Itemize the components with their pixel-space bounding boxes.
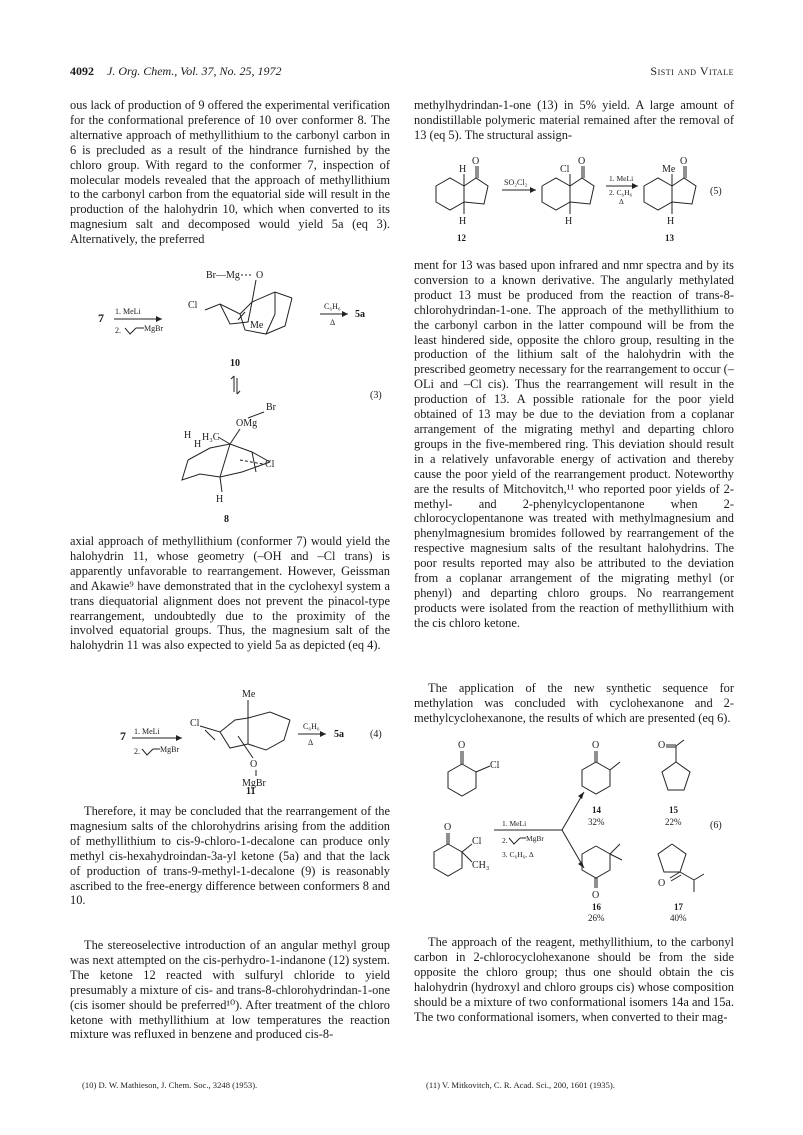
footnote-10: (10) D. W. Mathieson, J. Chem. Soc., 3248 (1953).: [82, 1080, 258, 1090]
eq5-12-h-bottom: H: [459, 216, 467, 227]
eq3-delta: Δ: [330, 318, 336, 327]
eq3-h-atom: H: [184, 430, 192, 441]
eq3-br-atom: Br: [266, 402, 276, 413]
eq5-me-atom: Me: [662, 164, 676, 175]
eq5-reagent-2b: 2. C₆H₆: [609, 188, 633, 197]
eq6-label-14: 14: [592, 805, 601, 815]
eq6-reagent-1: 1. MeLi: [502, 819, 527, 828]
eq6-yield-17: 40%: [670, 913, 687, 923]
eq5-label-12: 12: [457, 233, 466, 243]
eq5-13-h: H: [667, 216, 675, 227]
eq5-cl-atom: Cl: [560, 164, 570, 175]
eq4-cond: C₆H₆: [303, 722, 320, 731]
eq3-cond: C₆H₆: [324, 302, 341, 311]
eq3-o-atom: O: [256, 270, 264, 281]
footnote-11: (11) V. Mitkovitch, C. R. Acad. Sci., 200, 1601 (1935).: [426, 1080, 615, 1090]
eq3-label-10: 10: [230, 358, 240, 369]
header-left: [70, 64, 282, 79]
eq5-13-o: O: [680, 156, 688, 167]
eq4-reagent-1: 1. MeLi: [134, 727, 160, 736]
eq5-mid-h: H: [565, 216, 573, 227]
eq6-label-16: 16: [592, 902, 601, 912]
eq6-o-17: O: [658, 878, 666, 889]
eq3-cl-atom: Cl: [188, 300, 198, 311]
eq4-reagent-2b: MgBr: [160, 745, 180, 754]
eq6-label-17: 17: [674, 902, 683, 912]
eq3-br-mg: Br—Mg: [206, 270, 240, 281]
eq5-reagent-1: SO₂Cl₂: [504, 178, 528, 187]
eq3-reactant: 7: [98, 311, 104, 325]
page-number: 4092: [70, 64, 94, 78]
eq6-reagent-3: 3. C₆H₆, Δ: [502, 850, 534, 859]
eq6-cl-1: Cl: [490, 760, 500, 771]
right-paragraph-4: The approach of the reagent, methyllithium, to the carbonyl carbon in 2-chlorocyclohexanone should be from the side opposite the chloro group; thus one should obtain the cis halohydrin (hydroxyl and chloro groups cis) whose composition should be a mixture of two conformational isomers 14a and 15a. The two conformational isomers, when converted to their mag-: [414, 935, 734, 1024]
left-paragraph-2: axial approach of methyllithium (conformer 7) would yield the halohydrin 11, whose geometry (–OH and –Cl trans) is apparently unfavorable to rearrangement. However, Geissman and Akawie⁹ have demonstrated that in the cyclohexyl system a trans diequatorial alignment does not prevent the pinacol-type rearrangement, undoubtedly due to the proximity of the involved equatorial groups. Thus, the magnesium salt of the halohydrin 11 was also expected to yield 5a as depicted (eq 4).: [70, 534, 390, 653]
eq3-product: 5a: [355, 309, 365, 320]
eq3-h-atom-2: H: [194, 439, 202, 450]
eq4-cl-atom: Cl: [190, 718, 200, 729]
running-header: [70, 64, 734, 82]
eq3-h-bottom: H: [216, 494, 224, 505]
eq6-o-16: O: [592, 890, 600, 901]
eq3-reagent-1: 1. MeLi: [115, 307, 141, 316]
eq4-reactant: 7: [120, 729, 126, 743]
eq3-omg-atom: OMg: [236, 418, 258, 429]
left-paragraph-1: ous lack of production of 9 offered the experimental verification for the conformational preference of 10 over conformer 8. The alternative approach of methyllithium to the carbonyl carbon in 6 is precluded as a result of the hindrance furnished by the chloro group. With regard to the conformer 7, inspection of molecular models revealed that the approach of methyllithium to the carbonyl carbon from the equatorial side will result in the production of the halohydrin 10, which when converted to its magnesium salt and decomposed would yield 5a (eq 3). Alternatively, the preferred: [70, 98, 390, 247]
eq5-reagent-2a: 1. MeLi: [609, 174, 634, 183]
right-paragraph-1: methylhydrindan-1-one (13) in 5% yield. A large amount of nondistillable polymeric material remained after the removal of 13 (eq 5). The structural assign-: [414, 98, 734, 142]
eq6-yield-14: 32%: [588, 817, 605, 827]
left-paragraph-4: The stereoselective introduction of an angular methyl group was next attempted on the cis-perhydro-1-indanone (12) system. The ketone 12 reacted with sulfuryl chloride to yield presumably a mixture of cis- and trans-8-chlorohydrindan-1-one (cis isomer should be preferred¹⁰). After treatment of the chloro ketone with methyllithium at low temperatures the reaction mixture was refluxed in benzene and produced cis-8-: [70, 938, 390, 1042]
eq4-delta: Δ: [308, 738, 314, 747]
equation-3-figure: [70, 262, 400, 527]
eq4-label-11: 11: [246, 786, 256, 797]
eq3-h3c-atom: H₃C: [202, 432, 220, 443]
eq6-label-15: 15: [669, 805, 678, 815]
equation-6-figure: [414, 738, 734, 923]
eq5-number: (5): [710, 186, 722, 197]
eq4-mgbr-atom: MgBr: [242, 778, 266, 789]
left-paragraph-3: Therefore, it may be concluded that the rearrangement of the magnesium salts of the chlorohydrins arising from the addition of methyllithium to cis-9-chloro-1-decalone can produce only methyl cis-hexahydroindan-3a-yl ketone (5a) and that the lack of production of trans-9-methyl-1-decalone (9) is reasonably ascribed to the free-energy difference between conformers 8 and 10.: [70, 804, 390, 908]
eq5-mid-o: O: [578, 156, 586, 167]
eq6-ch3: CH₃: [472, 860, 490, 871]
eq6-reagent-2: 2.: [502, 836, 508, 845]
eq6-o-15: O: [658, 740, 666, 751]
eq4-o-atom: O: [250, 759, 258, 770]
eq6-number: (6): [710, 820, 722, 831]
eq4-reagent-2: 2.: [134, 747, 140, 756]
eq5-delta: Δ: [619, 197, 624, 206]
eq6-reagent-2b: MgBr: [526, 834, 544, 843]
eq4-product: 5a: [334, 729, 344, 740]
equation-5-figure: [414, 148, 734, 248]
right-paragraph-2: ment for 13 was based upon infrared and nmr spectra and by its conversion to a known derivative. The angularly methylated product 13 must be produced from the reaction of trans-8-chlorohydrindan-1-one. The approach of the methyllithium to the carbonyl carbon in the latter compound will be from the least hindered side, opposite the chloro group, resulting in the production of the lithium salt of the halohydrin with the prescribed geometry necessary for the rearrangement to occur (–OLi and –Cl cis). Thus the rearrangement will result in the production of 13. A possible rationale for the poor yield obtained of 13 may be due to the deviation from a coplanar arrangement of the migrating methyl and departing chloro groups in the five-membered ring. This deviation should result in a relatively unfavorable energy of activation and thereby cause the poor yield of the rearrangement product. Noteworthy are the results of Mitchovitch,¹¹ who reported poor yields of 2-methyl- and 2-phenylcyclopentanone when 2-chlorocyclopentanone was treated with methylmagnesium and phenylmagnesium bromides followed by rearrangement of the respective magnesium salts of the resultant halohydrins. The poor results reported may also be attributed to the deviation from a coplanar arrangement of the migrating methyl (or phenyl) and departing chloro groups. No rearrangement products were isolated from the reaction of methyllithium with the cis chloro ketone.: [414, 258, 734, 630]
eq3-reagent-2: 2.: [115, 326, 121, 335]
eq3-number: (3): [370, 390, 382, 401]
eq3-cl2-atom: Cl: [265, 459, 275, 470]
eq6-yield-16: 26%: [588, 913, 605, 923]
equation-4-figure: [70, 688, 400, 798]
header-authors: Sisti and Vitale: [650, 64, 734, 78]
eq3-reagent-2b: MgBr: [144, 324, 164, 333]
eq6-cl-2: Cl: [472, 836, 482, 847]
right-paragraph-3: The application of the new synthetic sequence for methylation was concluded with cyclohexanone and 2-methylcyclohexanone, the results of which are presented (eq 6).: [414, 681, 734, 725]
eq6-yield-15: 22%: [665, 817, 682, 827]
eq4-number: (4): [370, 729, 382, 740]
eq5-label-13: 13: [665, 233, 674, 243]
eq6-o-14: O: [592, 740, 600, 751]
eq3-me-atom: Me: [250, 320, 264, 331]
eq6-o-2: O: [444, 822, 452, 833]
eq3-label-8: 8: [224, 514, 229, 525]
eq5-12-h-top: H: [459, 164, 467, 175]
eq5-12-o: O: [472, 156, 480, 167]
eq6-o-1: O: [458, 740, 466, 751]
eq4-me-atom: Me: [242, 689, 256, 700]
journal-citation: J. Org. Chem., Vol. 37, No. 25, 1972: [107, 64, 282, 78]
